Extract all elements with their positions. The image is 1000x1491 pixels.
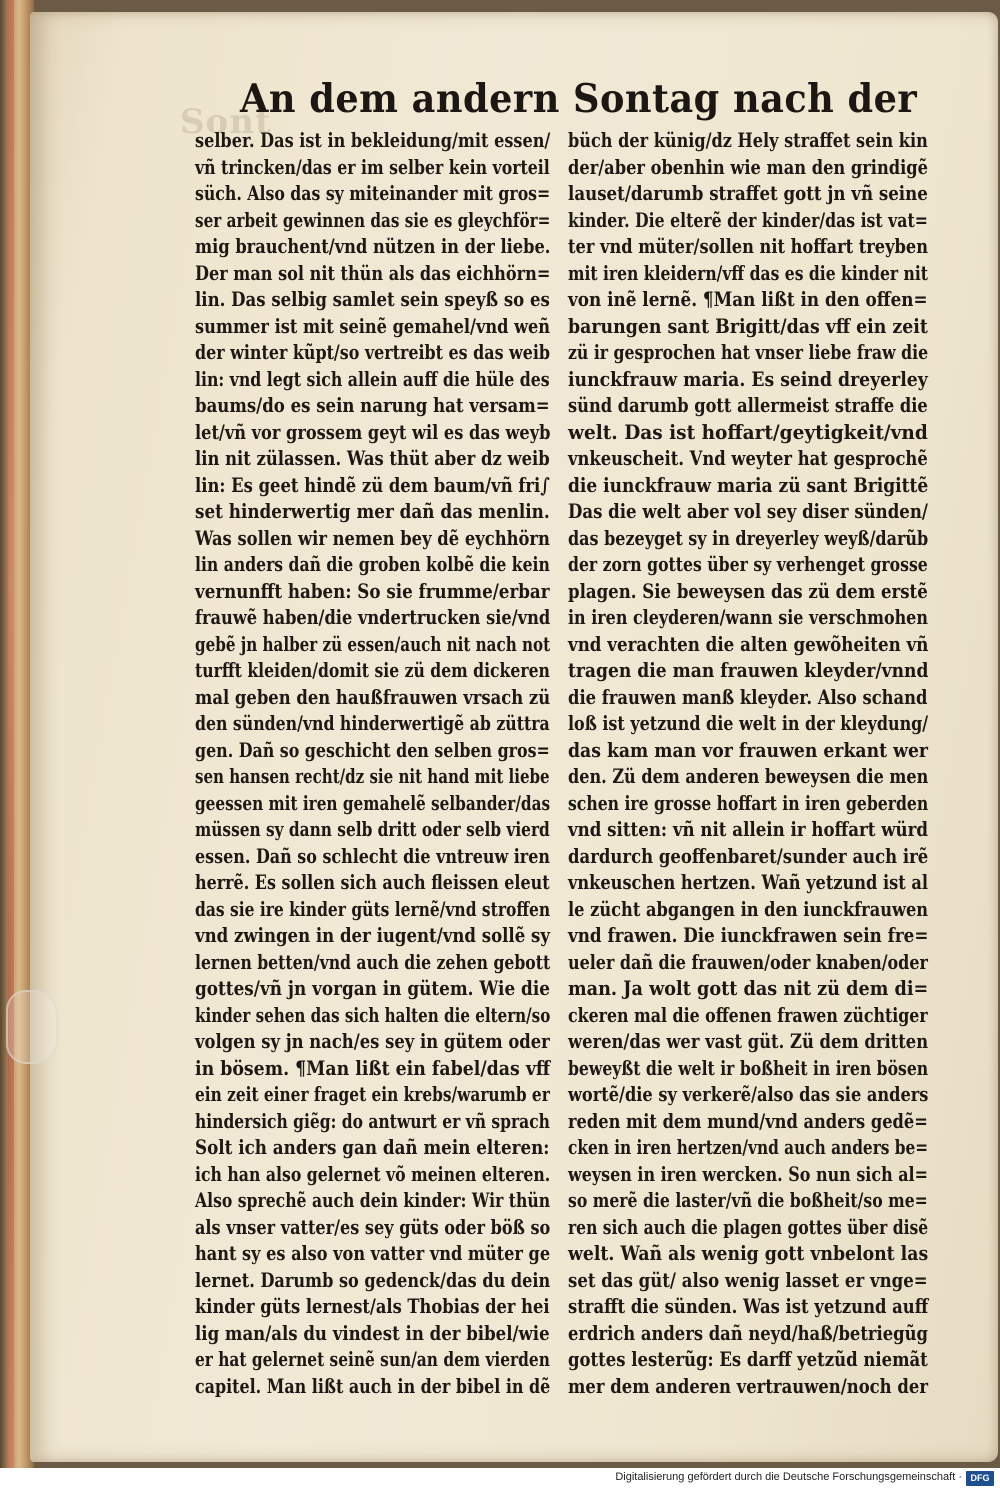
text-line: hindersich giẽg: do antwurt er vñ sprach — [195, 1109, 550, 1133]
text-line: vñ trincken/das er im selber kein vorteil — [195, 155, 550, 179]
right-text-column — [568, 128, 928, 1400]
text-line: turfft kleiden/domit sie zü dem dickeren — [195, 659, 550, 682]
text-line: vnd frawen. Die iunckfrawen sein fre= — [568, 924, 929, 947]
text-line: ich han also gelernet võ meinen elteren. — [195, 1162, 551, 1186]
text-line: als vnser vatter/es sey güts oder böß so — [195, 1215, 551, 1239]
text-line: zü ir gesprochen hat vnser liebe fraw die — [568, 341, 929, 364]
text-line: herrẽ. Es sollen sich auch fleissen eleut — [195, 871, 550, 894]
text-line: frauwẽ haben/die vndertrucken sie/vnd — [195, 606, 551, 629]
text-line: in bösem. ¶Man lißt ein fabel/das vff — [195, 1056, 551, 1080]
text-line: summer ist mit seinẽ gemahel/vnd weñ — [195, 314, 551, 338]
text-line: die frauwen manß kleyder. Also schand — [568, 685, 928, 709]
text-line: essen. Dañ so schlecht die vntreuw iren — [195, 844, 550, 868]
text-line: iunckfrauw maria. Es seind dreyerley — [568, 367, 928, 391]
text-line: schen ire grosse hoffart in iren geberden — [568, 791, 929, 815]
text-line: Der man sol nit thün als das eichhörn= — [195, 261, 551, 285]
text-line: lin. Das selbig samlet sein speyß so es — [195, 288, 550, 311]
text-line: lin: Es geet hindẽ zü dem baum/vñ fri∫ — [195, 473, 550, 497]
text-line: das kam man vor frauwen erkant wer — [568, 738, 929, 762]
text-line: mer dem anderen vertrauwen/noch der — [568, 1374, 928, 1398]
text-line: selber. Das ist in bekleidung/mit essen/ — [195, 129, 551, 152]
text-line: set das güt/ also wenig lasset er vnge= — [568, 1268, 928, 1292]
text-line: Was sollen wir nemen bey dẽ eychhörn — [195, 526, 550, 550]
text-line: Solt ich anders gan dañ mein elteren: — [195, 1136, 550, 1159]
text-line: wortẽ/die sy verkerẽ/also das sie anders — [568, 1083, 929, 1106]
text-line: büch der künig/dz Hely straffet sein kin — [568, 129, 928, 152]
text-line: der/aber obenhin wie man den grindigẽ — [568, 155, 928, 179]
text-line: er hat gelernet seinẽ sun/an dem vierden — [195, 1348, 550, 1371]
text-line: mit iren kleidern/vff das es die kinder nit — [568, 261, 928, 285]
left-text-column — [195, 128, 550, 1400]
text-line: ein zeit einer fraget ein krebs/warumb er — [195, 1083, 550, 1106]
text-line: sünd darumb gott allermeist straffe die — [568, 394, 928, 417]
text-line: le zücht abgangen in den iunckfrauwen — [568, 897, 929, 921]
text-line: müssen sy dann selb dritt oder selb vierd — [195, 818, 550, 841]
text-line: capitel. Man lißt auch in der bibel in dẽ — [195, 1374, 551, 1398]
text-line: den. Zü dem anderen beweysen die men — [568, 765, 929, 788]
text-line: welt. Das ist hoffart/geytigkeit/vnd — [568, 420, 928, 444]
text-line: so merẽ die laster/vñ die boßheit/so me= — [568, 1189, 928, 1212]
text-line: strafft die sünden. Was ist yetzund auff — [568, 1295, 929, 1318]
text-line: baums/do es sein narung hat versam= — [195, 394, 550, 417]
text-line: ter vnd müter/sollen nit hoffart treyben — [568, 235, 929, 258]
text-line: gebẽ jn halber zü essen/auch nit nach not — [195, 632, 551, 656]
text-line: in iren cleyderen/wann sie verschmohen — [568, 606, 928, 629]
text-line: barungen sant Brigitt/das vff ein zeit — [568, 314, 928, 338]
page-clip — [6, 990, 58, 1064]
text-line: ckeren mal die offenen frawen züchtiger — [568, 1003, 928, 1027]
text-line: gen. Dañ so geschicht den selben gros= — [195, 738, 550, 762]
spine-edge-stripe — [8, 0, 14, 1468]
text-line: vnkeuschen hertzen. Wañ yetzund ist al — [568, 871, 928, 894]
text-line: plagen. Sie beweysen das zü dem erstẽ — [568, 579, 928, 603]
text-line: von inẽ lernẽ. ¶Man lißt in den offen= — [568, 288, 928, 311]
text-line: gottes lesterũg: Es darff yetzũd niemãt — [568, 1348, 928, 1371]
text-line: der winter kũpt/so vertreibt es das weib — [195, 341, 551, 364]
text-line: lin anders dañ die groben kolbẽ die kein — [195, 553, 550, 576]
text-line: dardurch geoffenbaret/sunder auch irẽ — [568, 844, 929, 868]
text-line: mig brauchent/vnd nützen in der liebe. — [195, 235, 551, 258]
page-heading: An dem andern Sontag nach der — [240, 76, 918, 122]
text-line: erdrich anders dañ neyd/haß/betriegũg — [568, 1321, 928, 1345]
text-line: loß ist yetzund die welt in der kleydung/ — [568, 712, 929, 735]
text-line: cken in iren hertzen/vnd auch anders be= — [568, 1136, 929, 1159]
text-line: kinder sehen das sich halten die eltern/so — [195, 1003, 551, 1027]
text-line: vnd verachten die alten gewõheiten vñ — [568, 632, 929, 656]
text-line: volgen sy jn nach/es sey in gütem oder — [195, 1030, 550, 1053]
text-line: gottes/vñ jn vorgan in gütem. Wie die — [195, 977, 550, 1000]
text-line: lernen betten/vnd auch die zehen gebott — [195, 950, 551, 974]
text-line: set hinderwertig mer dañ das menlin. — [195, 500, 550, 523]
text-line: sen hansen recht/dz sie nit hand mit liebe — [195, 765, 550, 788]
text-line: lin: vnd legt sich allein auff die hüle des — [195, 367, 550, 391]
text-line: vnd zwingen in der iugent/vnd sollẽ sy — [195, 924, 550, 947]
bleed-through-heading: Sont — [180, 102, 272, 142]
text-line: ser arbeit gewinnen das sie es gleychför= — [195, 208, 551, 232]
text-line: die iunckfrauw maria zü sant Brigittẽ — [568, 473, 929, 497]
text-line: beweyßt die welt ir boßheit in iren bösen — [568, 1056, 929, 1080]
text-line: man. Ja wolt gott das nit zü dem di= — [568, 977, 929, 1000]
text-line: der zorn gottes über sy verhenget grosse — [568, 553, 928, 576]
text-line: Das die welt aber vol sey diser sünden/ — [568, 500, 928, 523]
text-line: tragen die man frauwen kleyder/vnnd — [568, 659, 929, 682]
text-line: lig man/als du vindest in der bibel/wie — [195, 1321, 550, 1345]
text-line: vnkeuscheit. Vnd weyter hat gesprochẽ — [568, 447, 928, 470]
text-line: den sünden/vnd hinderwertigẽ ab züttra — [195, 712, 550, 735]
text-line: reden mit dem mund/vnd anders gedẽ= — [568, 1109, 928, 1133]
footer-bar — [0, 1468, 1000, 1491]
text-line: weysen in iren wercken. So nun sich al= — [568, 1162, 928, 1186]
text-line: das bezeyget sy in dreyerley weyß/darũb — [568, 526, 929, 550]
text-line: lauset/darumb straffet gott jn vñ seine — [568, 182, 928, 205]
text-line: lernet. Darumb so gedenck/das du dein — [195, 1268, 551, 1292]
text-line: das sie ire kinder güts lernẽ/vnd stroffen — [195, 897, 551, 921]
text-line: ueler dañ die frauwen/oder knaben/oder — [568, 950, 928, 974]
text-line: kinder. Die elterẽ der kinder/das ist vat= — [568, 208, 928, 232]
text-line: weren/das wer vast güt. Zü dem dritten — [568, 1030, 929, 1053]
text-line: geessen mit iren gemahelẽ selbander/das — [195, 791, 551, 815]
text-line: let/vñ vor grossem geyt wil es das weyb — [195, 420, 551, 444]
text-line: Also sprechẽ auch dein kinder: Wir thün — [195, 1189, 551, 1212]
funding-note: Digitalisierung gefördert durch die Deutsche Forschungsgemeinschaft · — [615, 1471, 962, 1483]
text-line: vnd sitten: vñ nit allein ir hoffart würd — [568, 818, 929, 841]
text-line: hant sy es also von vatter vnd müter ge — [195, 1242, 551, 1265]
text-line: lin nit zülassen. Was thüt aber dz weib — [195, 447, 550, 470]
text-line: ren sich auch die plagen gottes über disẽ — [568, 1215, 929, 1239]
text-line: welt. Wañ als wenig gott vnbelont las — [568, 1242, 929, 1265]
text-line: süch. Also das sy miteinander mit gros= — [195, 182, 551, 205]
text-line: vernunfft haben: So sie frumme/erbar — [195, 579, 550, 603]
book-spine — [0, 0, 34, 1468]
dfg-logo: DFG — [966, 1471, 994, 1486]
text-line: kinder güts lernest/als Thobias der hei — [195, 1295, 550, 1318]
text-line: mal geben den haußfrauwen vrsach zü — [195, 685, 551, 709]
